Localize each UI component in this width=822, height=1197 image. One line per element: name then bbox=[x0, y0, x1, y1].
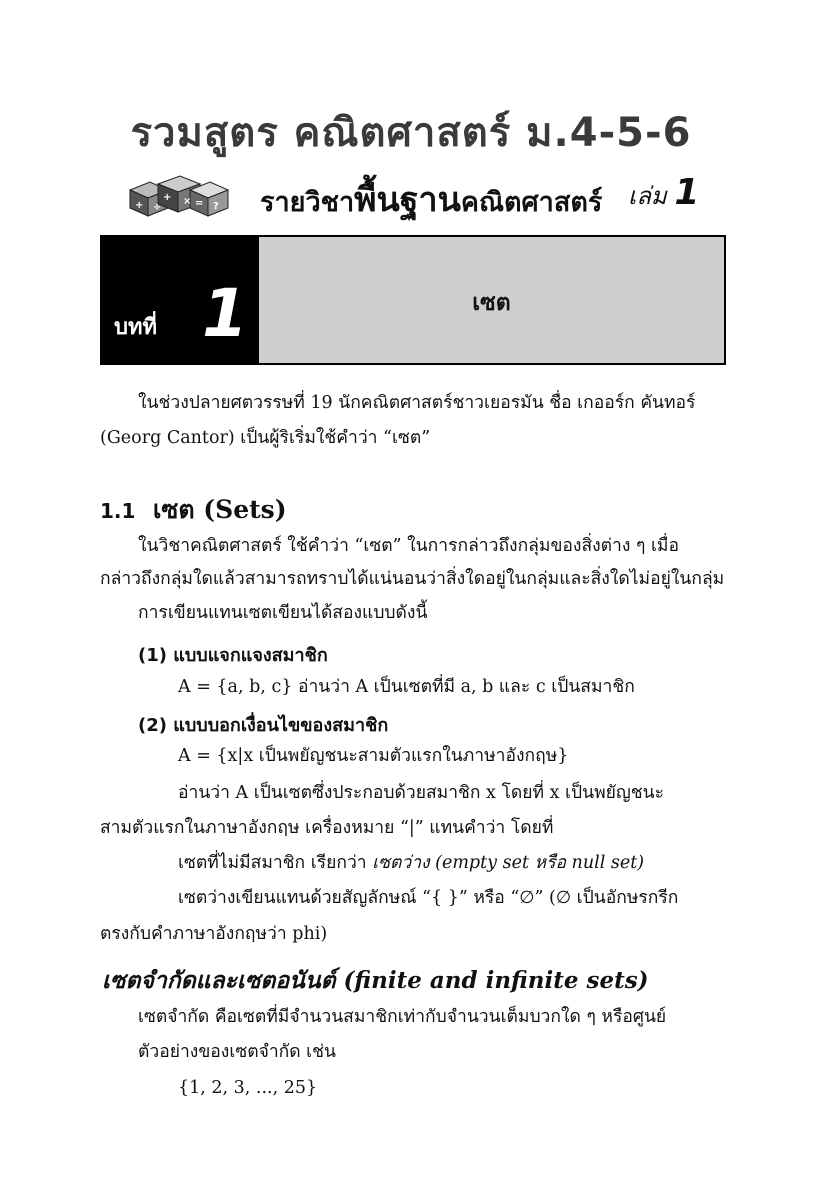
svg-text:+: + bbox=[163, 192, 172, 203]
section-title: เซต (Sets) bbox=[152, 495, 287, 524]
finite-def-line2: ตัวอย่างของเซตจำกัด เช่น bbox=[138, 1042, 336, 1062]
finite-def-line1: เซตจำกัด คือเซตที่มีจำนวนสมาชิกเท่ากับจำนวนเต็มบวกใด ๆ หรือศูนย์ bbox=[138, 1007, 667, 1027]
section-para1-line1: ในวิชาคณิตศาสตร์ ใช้คำว่า “เซต” ในการกล่าวถึงกลุ่มของสิ่งต่าง ๆ เมื่อ bbox=[138, 536, 679, 556]
subsection-heading: เซตจำกัดและเซตอนันต์ (finite and infinite sets) bbox=[102, 967, 649, 994]
intro-line-1: ในช่วงปลายศตวรรษที่ 19 นักคณิตศาสตร์ชาวเยอรมัน ชื่อ เกออร์ก คันทอร์ bbox=[138, 393, 696, 413]
finite-example: {1, 2, 3, ..., 25} bbox=[178, 1078, 318, 1098]
chapter-number: 1 bbox=[202, 275, 248, 352]
svg-text:+: + bbox=[135, 200, 144, 211]
svg-text:=: = bbox=[195, 198, 204, 209]
section-heading bbox=[100, 490, 287, 530]
chapter-label: บทที่ bbox=[114, 315, 157, 340]
svg-text:×: × bbox=[183, 196, 192, 207]
method2-read-line1: อ่านว่า A เป็นเซตซึ่งประกอบด้วยสมาชิก x โดยที่ x เป็นพยัญชนะ bbox=[178, 783, 665, 803]
subtitle-prefix: รายวิชา bbox=[260, 187, 355, 218]
method2-title: (2) แบบบอกเงื่อนไขของสมาชิก bbox=[138, 715, 389, 736]
method1-title: (1) แบบแจกแจงสมาชิก bbox=[138, 645, 328, 666]
empty-symbol-line1: เซตว่างเขียนแทนด้วยสัญลักษณ์ “{ }” หรือ “∅” (∅ เป็นอักษรกรีก bbox=[178, 888, 679, 908]
math-dice-icon bbox=[128, 168, 238, 218]
subtitle bbox=[260, 172, 602, 226]
empty-set-term: เซตว่าง (empty set หรือ null set) bbox=[372, 853, 645, 873]
method1-example: A = {a, b, c} อ่านว่า A เป็นเซตที่มี a, b และ c เป็นสมาชิก bbox=[178, 677, 635, 697]
chapter-banner bbox=[100, 235, 726, 365]
section-para1-line2: กล่าวถึงกลุ่มใดแล้วสามารถทราบได้แน่นอนว่าสิ่งใดอยู่ในกลุ่มและสิ่งใดไม่อยู่ในกลุ่ม bbox=[100, 569, 725, 589]
section-para2: การเขียนแทนเซตเขียนได้สองแบบดังนี้ bbox=[138, 603, 428, 623]
empty-set-definition bbox=[178, 852, 644, 874]
book-title: รวมสูตร คณิตศาสตร์ ม.4-5-6 bbox=[130, 110, 692, 156]
subtitle-row bbox=[128, 168, 748, 218]
chapter-number-panel bbox=[102, 237, 259, 363]
chapter-title: เซต bbox=[472, 290, 511, 316]
empty-symbol-line2: ตรงกับคำภาษาอังกฤษว่า phi) bbox=[100, 924, 328, 944]
section-number: 1.1 bbox=[100, 499, 136, 523]
volume-text: เล่ม bbox=[628, 182, 667, 210]
volume-label bbox=[628, 172, 699, 215]
subtitle-suffix: คณิตศาสตร์ bbox=[460, 187, 603, 218]
volume-number: 1 bbox=[674, 172, 700, 213]
intro-line-2: (Georg Cantor) เป็นผู้ริเริ่มใช้คำว่า “เซต” bbox=[100, 428, 431, 448]
empty-set-prefix: เซตที่ไม่มีสมาชิก เรียกว่า bbox=[178, 853, 373, 873]
svg-text:÷: ÷ bbox=[153, 202, 162, 213]
method2-read-line2: สามตัวแรกในภาษาอังกฤษ เครื่องหมาย “|” แทนคำว่า โดยที่ bbox=[100, 818, 554, 838]
subtitle-emphasis: พื้นฐาน bbox=[354, 180, 461, 220]
method2-example: A = {x|x เป็นพยัญชนะสามตัวแรกในภาษาอังกฤษ} bbox=[178, 746, 569, 766]
svg-text:?: ? bbox=[213, 201, 219, 212]
